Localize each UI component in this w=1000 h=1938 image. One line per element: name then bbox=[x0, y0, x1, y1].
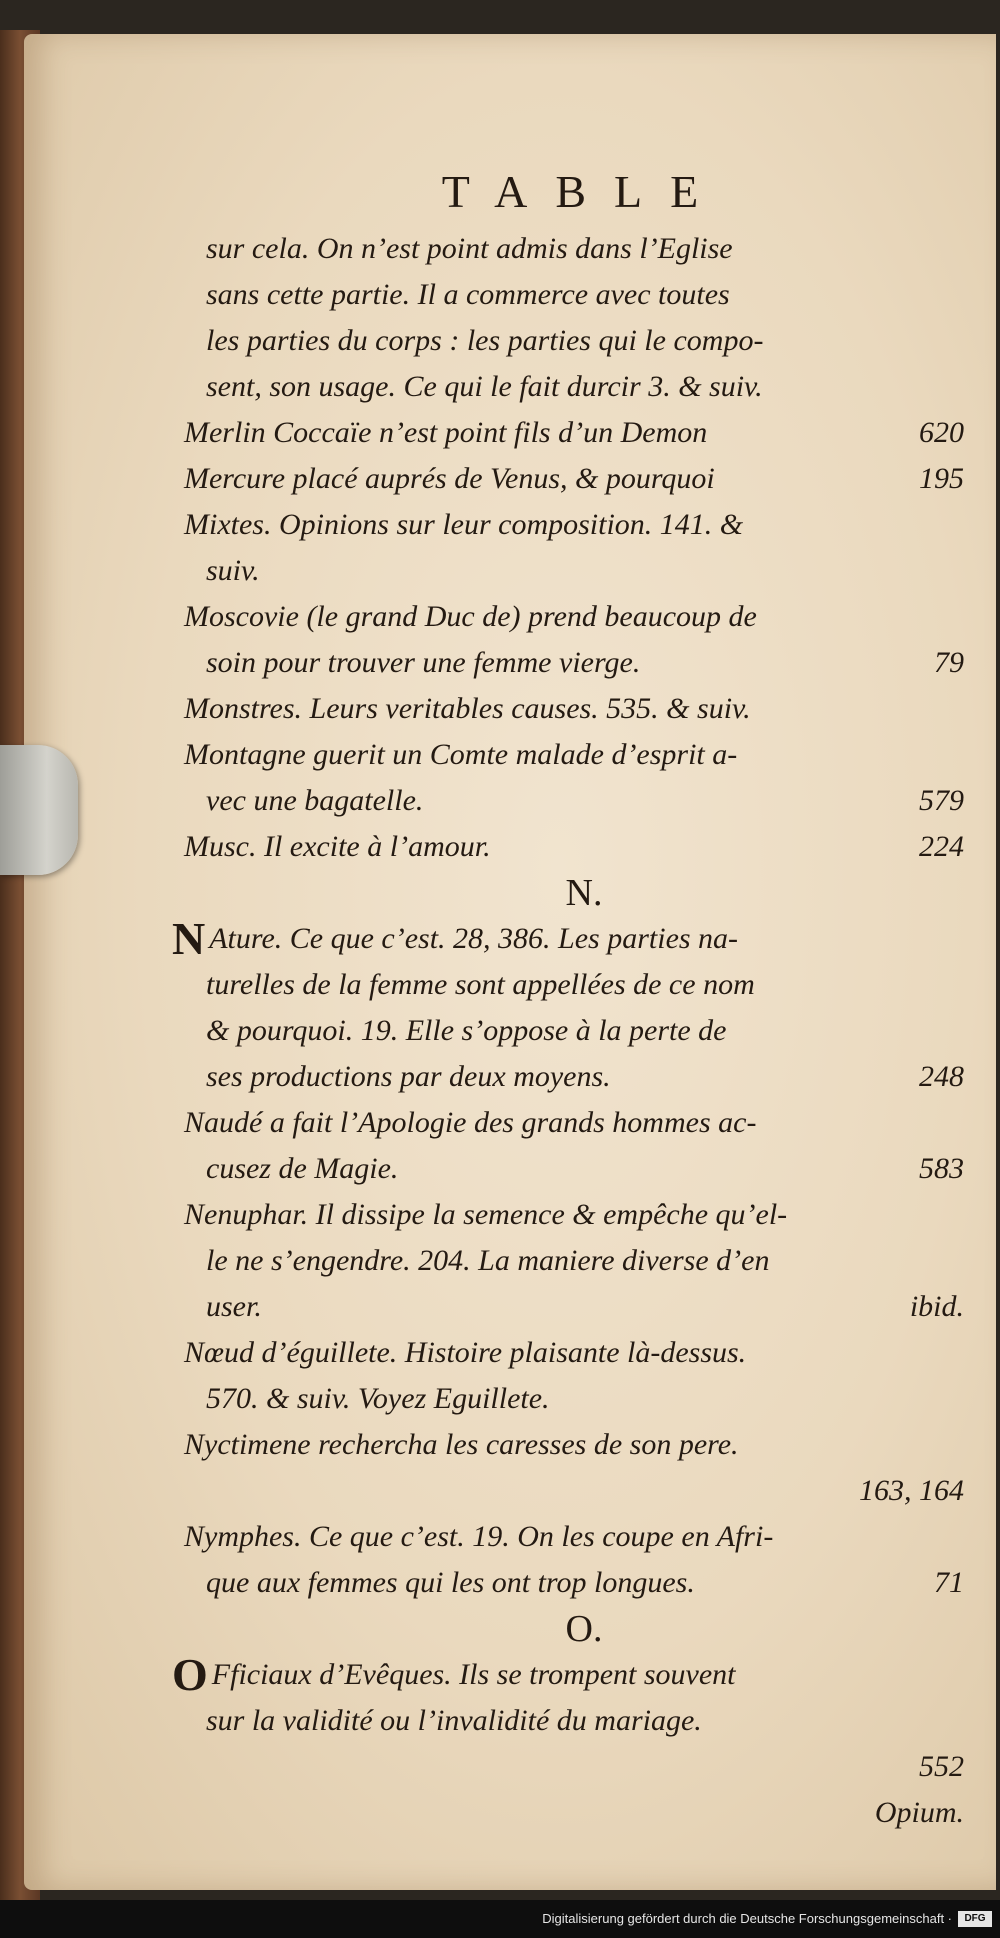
index-line-text: soin pour trouver une femme vierge. bbox=[206, 646, 641, 679]
index-line-text: cusez de Magie. bbox=[206, 1152, 399, 1185]
page-reference: 583 bbox=[919, 1152, 964, 1185]
index-line bbox=[184, 1330, 964, 1376]
index-line-text: Ature. Ce que c’est. 28, 386. Les parties na- bbox=[209, 922, 739, 955]
index-line bbox=[184, 548, 964, 594]
index-line-text: sent, son usage. Ce qui le fait durcir 3. & suiv. bbox=[206, 370, 763, 403]
page-reference: 163, 164 bbox=[859, 1474, 964, 1507]
index-line bbox=[184, 686, 964, 732]
index-line-text: Nenuphar. Il dissipe la semence & empêche qu’el- bbox=[184, 1198, 788, 1231]
index-line bbox=[184, 1376, 964, 1422]
index-line-text: Musc. Il excite à l’amour. bbox=[184, 830, 491, 863]
index-text bbox=[172, 164, 964, 1836]
index-line bbox=[184, 1146, 964, 1192]
index-line-text: ses productions par deux moyens. bbox=[206, 1060, 611, 1093]
page-reference: 71 bbox=[934, 1566, 964, 1599]
index-line-text: Nyctimene recherchа les caresses de son pere. bbox=[184, 1428, 739, 1461]
index-line-text: les parties du corps : les parties qui le compo- bbox=[206, 324, 764, 357]
page-reference: 79 bbox=[934, 646, 964, 679]
entries-m bbox=[184, 226, 964, 870]
index-line bbox=[184, 1008, 964, 1054]
section-heading-o: O. bbox=[565, 1608, 603, 1650]
index-line bbox=[184, 1744, 964, 1790]
page-reference: 248 bbox=[919, 1060, 964, 1093]
index-line-text: Nymphes. Ce que c’est. 19. On les coupe en Afri- bbox=[184, 1520, 774, 1553]
index-line-text: Nœud d’éguillete. Histoire plaisante là-dessus. bbox=[184, 1336, 747, 1369]
drop-cap-letter: N bbox=[172, 913, 206, 964]
page-reference: 224 bbox=[919, 830, 964, 863]
entries-o bbox=[172, 1649, 964, 1836]
index-line bbox=[184, 456, 964, 502]
index-line bbox=[184, 318, 964, 364]
index-line bbox=[184, 1560, 964, 1606]
index-line-text: sur cela. On n’est point admis dans l’Eglise bbox=[206, 232, 733, 265]
index-line bbox=[184, 1790, 964, 1836]
index-line bbox=[184, 640, 964, 686]
page-reference: 620 bbox=[919, 416, 964, 449]
index-line-text: Merlin Coccaïe n’est point fils d’un Demon bbox=[184, 416, 708, 449]
index-line bbox=[184, 962, 964, 1008]
entries-n bbox=[172, 913, 964, 1606]
index-line-text: Montagne guerit un Comte malade d’esprit a- bbox=[184, 738, 738, 771]
index-line-text: Fficiaux d’Evêques. Ils se trompent souvent bbox=[211, 1658, 736, 1691]
index-line bbox=[184, 1468, 964, 1514]
index-line bbox=[184, 594, 964, 640]
index-line-text: sur la validité ou l’invalidité du mariage. bbox=[206, 1704, 702, 1737]
index-line-text: user. bbox=[206, 1290, 262, 1323]
index-line-text: turelles de la femme sont appellées de ce nom bbox=[206, 968, 755, 1001]
digitization-footer bbox=[0, 1900, 1000, 1938]
index-line-text: Moscovie (le grand Duc de) prend beaucoup de bbox=[184, 600, 757, 633]
index-line bbox=[184, 1054, 964, 1100]
index-line bbox=[184, 226, 964, 272]
index-line-text: Mercure placé auprés de Venus, & pourquoi bbox=[184, 462, 715, 495]
index-line bbox=[184, 410, 964, 456]
page-reference: Opium. bbox=[874, 1796, 964, 1829]
index-line bbox=[184, 1100, 964, 1146]
index-line bbox=[184, 502, 964, 548]
footer-credit: Digitalisierung gefördert durch die Deutsche Forschungsgemeinschaft · bbox=[542, 1911, 952, 1926]
index-line-text: Mixtes. Opinions sur leur composition. 141. & bbox=[184, 508, 744, 541]
index-line bbox=[184, 1514, 964, 1560]
page-reference: ibid. bbox=[909, 1290, 964, 1323]
index-line bbox=[184, 1422, 964, 1468]
page-reference: 579 bbox=[919, 784, 964, 817]
page-reference: 552 bbox=[919, 1750, 964, 1783]
index-line bbox=[172, 913, 964, 964]
drop-cap-letter: O bbox=[172, 1649, 208, 1700]
index-line-text: & pourquoi. 19. Elle s’oppose à la perte de bbox=[206, 1014, 727, 1047]
index-line bbox=[184, 272, 964, 318]
index-line-text: vec une bagatelle. bbox=[206, 784, 424, 817]
running-head: TABLE bbox=[441, 166, 727, 217]
index-line bbox=[184, 778, 964, 824]
index-line bbox=[184, 1192, 964, 1238]
index-line bbox=[184, 1698, 964, 1744]
dfg-logo: DFG bbox=[958, 1911, 992, 1927]
bookmark-clip bbox=[0, 745, 78, 875]
page-reference: 195 bbox=[919, 462, 964, 495]
index-line bbox=[184, 364, 964, 410]
book-page bbox=[24, 34, 996, 1890]
index-line-text: 570. & suiv. Voyez Eguillete. bbox=[206, 1382, 550, 1415]
index-line-text: le ne s’engendre. 204. La maniere diverse d’en bbox=[206, 1244, 770, 1277]
index-line-text: suiv. bbox=[206, 554, 260, 587]
index-line bbox=[184, 1284, 964, 1330]
index-line bbox=[184, 824, 964, 870]
index-line bbox=[184, 732, 964, 778]
index-line bbox=[184, 1238, 964, 1284]
index-line bbox=[172, 1649, 964, 1700]
section-heading-n: N. bbox=[565, 872, 603, 914]
index-line-text: sans cette partie. Il a commerce avec toutes bbox=[206, 278, 730, 311]
index-line-text: Monstres. Leurs veritables causes. 535. & suiv. bbox=[184, 692, 751, 725]
index-line-text: que aux femmes qui les ont trop longues. bbox=[206, 1566, 695, 1599]
index-line-text: Naudé a fait l’Apologie des grands hommes ac- bbox=[184, 1106, 757, 1139]
